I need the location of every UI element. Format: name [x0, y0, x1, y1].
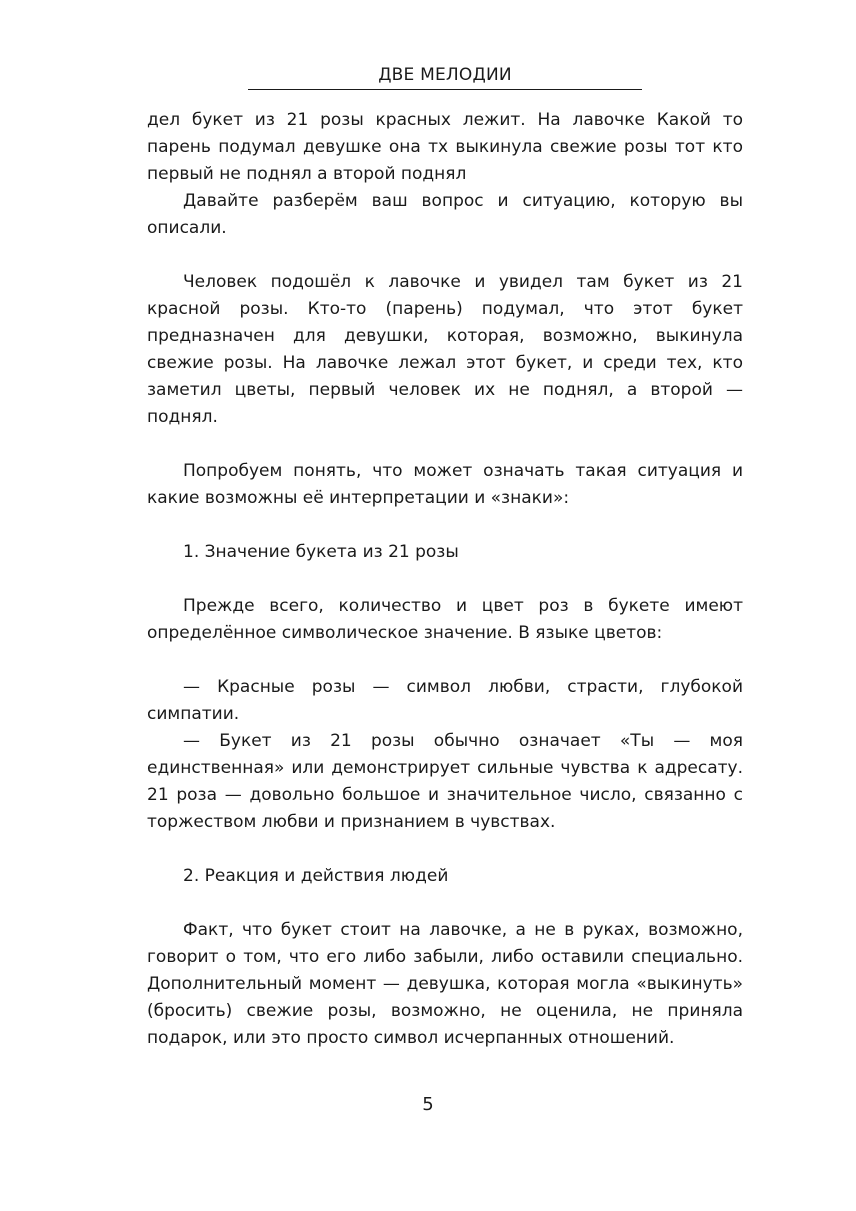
paragraph-symbolism: Прежде всего, количество и цвет роз в букете имеют определённое символическое значение. В языке цветов:: [147, 596, 743, 643]
paragraph-intro: Давайте разберём ваш вопрос и ситуацию, которую вы описали.: [147, 191, 743, 238]
section-heading-1: 1. Значение букета из 21 розы: [183, 542, 459, 562]
list-item-21-roses: — Букет из 21 розы обычно означает «Ты — моя единственная» или демонстрирует сильные чувства к адресату. 21 роза — довольно большое и значительное число, связанно с торжеством любви и признанием в чувствах.: [147, 731, 743, 832]
page-number: 5: [422, 1094, 434, 1115]
paragraph-situation: Человек подошёл к лавочке и увидел там букет из 21 красной розы. Кто-то (парень) подумал, что этот букет предназначен для девушки, которая, возможно, выкинула свежие розы. На лавочке лежал этот букет, и среди тех, кто заметил цветы, первый человек их не поднял, а второй — поднял.: [147, 272, 743, 427]
paragraph-bench: Факт, что букет стоит на лавочке, а не в руках, возможно, говорит о том, что его либо забыли, либо оставили специально. Дополнительный момент — девушка, которая могла «выкинуть» (бросить) свежие розы, возможно, не оценила, не приняла подарок, или это просто символ исчерпанных отношений.: [147, 920, 743, 1048]
page-body: [147, 107, 743, 1052]
header-rule: [248, 89, 642, 90]
paragraph-continuation: дел букет из 21 розы красных лежит. На лавочке Какой то парень подумал девушке она тх выкинула свежие розы тот кто первый не поднял а второй поднял: [147, 110, 743, 184]
paragraph-interpretation: Попробуем понять, что может означать такая ситуация и какие возможны её интерпретации и «знаки»:: [147, 461, 743, 508]
running-title: ДВЕ МЕЛОДИИ: [378, 65, 512, 85]
list-item-red-roses: — Красные розы — символ любви, страсти, глубокой симпатии.: [147, 677, 743, 724]
section-heading-2: 2. Реакция и действия людей: [183, 866, 449, 886]
